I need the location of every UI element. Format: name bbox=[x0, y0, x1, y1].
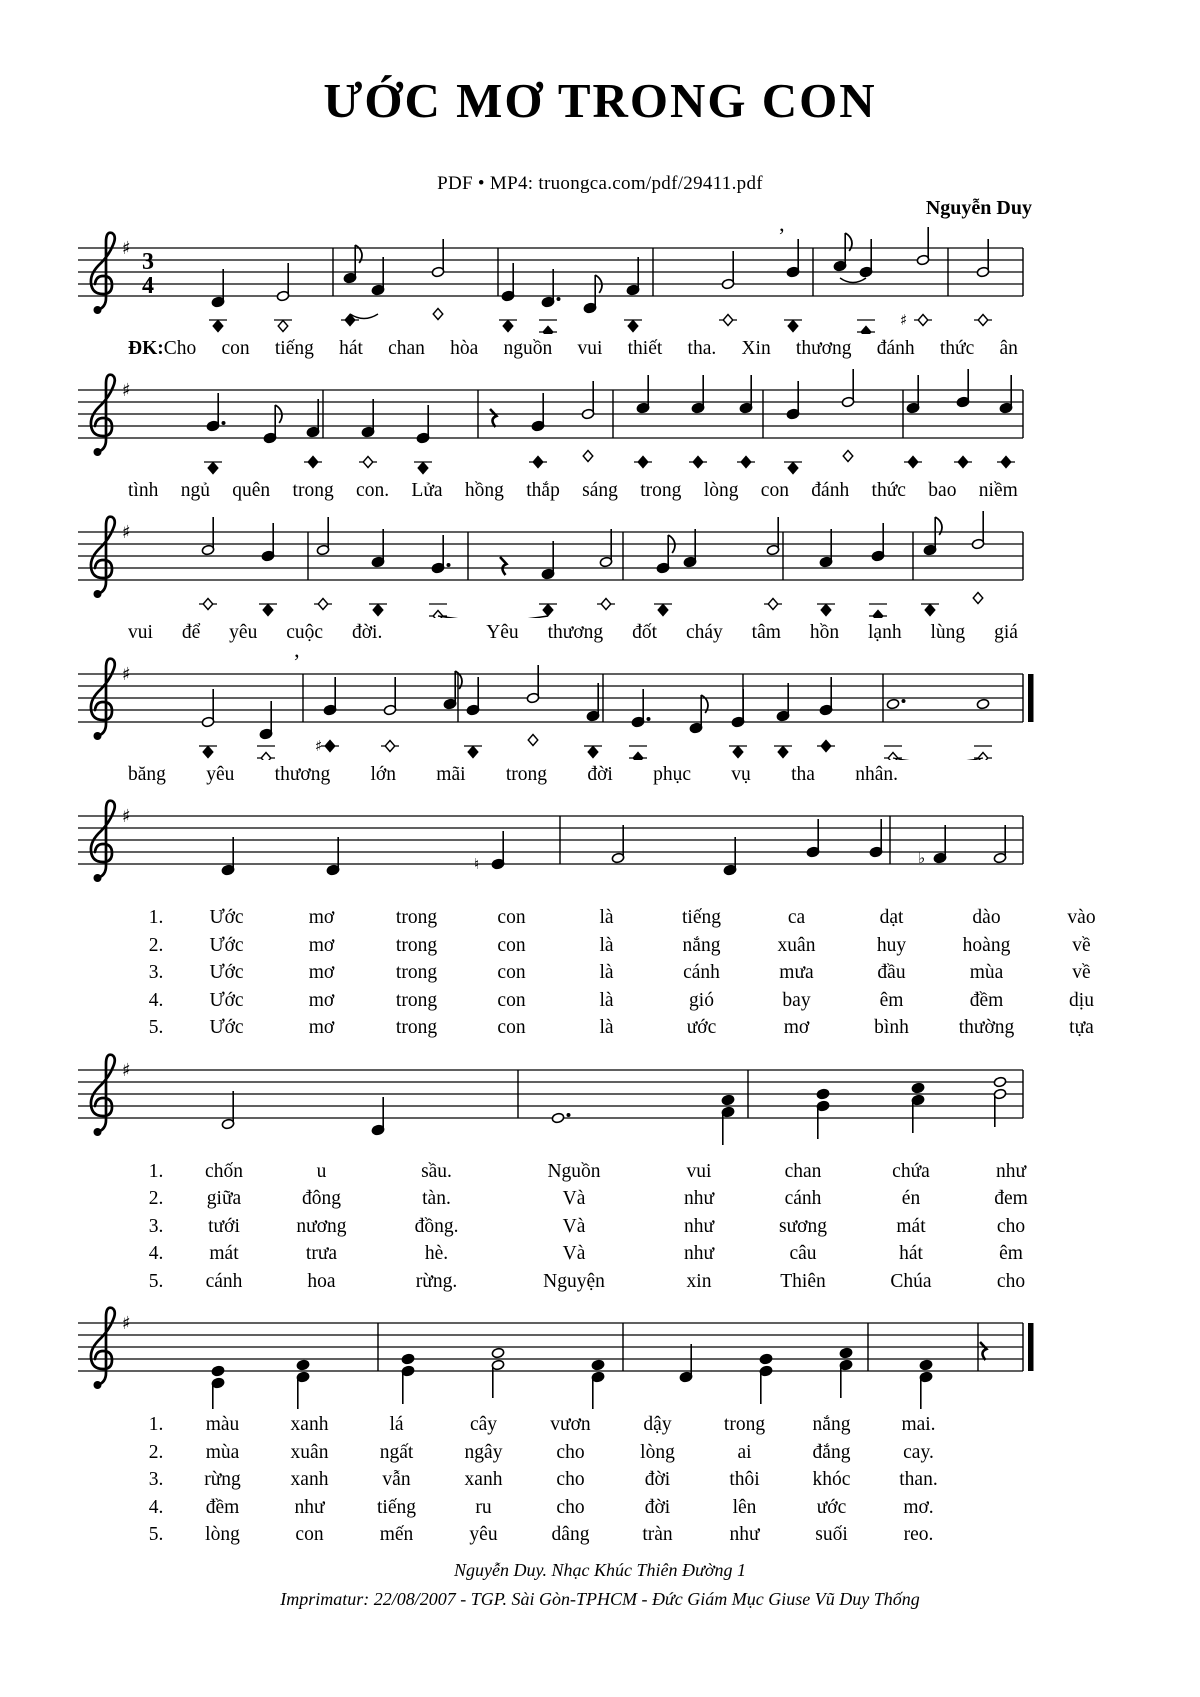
music-staff bbox=[78, 1301, 1040, 1409]
verse-word: ru bbox=[475, 1496, 492, 1518]
lyric-word: đời bbox=[587, 764, 613, 785]
score-area bbox=[0, 226, 1200, 1549]
lyric-word: nguồn bbox=[503, 338, 553, 359]
verse-word: như bbox=[995, 1160, 1027, 1182]
verse-word: suối bbox=[815, 1524, 848, 1545]
lyric-word: thương bbox=[274, 764, 331, 785]
verse-word: xanh bbox=[290, 1469, 329, 1490]
verse-word: vẫn bbox=[382, 1469, 411, 1490]
footer bbox=[0, 1556, 1200, 1614]
verse-word: Nguồn bbox=[547, 1160, 601, 1182]
verse-line bbox=[133, 904, 1096, 932]
lyric-word: trong bbox=[640, 480, 682, 501]
treble-clef-icon bbox=[91, 375, 115, 456]
verse-number: 3. bbox=[148, 1215, 164, 1237]
verse-word: tràn bbox=[642, 1524, 673, 1545]
lyric-word: thương bbox=[547, 622, 604, 643]
lyric-word: ĐK:Cho bbox=[128, 338, 197, 359]
accidental-icon: ♮ bbox=[474, 855, 480, 873]
verse-word: vui bbox=[686, 1160, 712, 1182]
verse-word: đềm bbox=[969, 989, 1004, 1011]
verse-word: tiếng bbox=[377, 1496, 416, 1518]
lyric-word: hòa bbox=[450, 338, 479, 359]
verse-word: rừng. bbox=[415, 1270, 458, 1292]
verse-word: Và bbox=[562, 1188, 586, 1209]
verse-number: 3. bbox=[148, 1469, 164, 1490]
verse-row bbox=[78, 794, 1096, 1042]
accidental-icon: ♯ bbox=[900, 311, 908, 329]
verse-word: huy bbox=[876, 934, 907, 956]
lyric-word: cháy bbox=[685, 622, 723, 643]
lyric-word: hồng bbox=[464, 480, 504, 501]
verse-word: trưa bbox=[305, 1243, 338, 1264]
lyric-word: yêu bbox=[229, 622, 258, 643]
verse-line bbox=[133, 1411, 1040, 1439]
lyric-word: ngủ bbox=[180, 480, 210, 501]
verse-word: mơ bbox=[308, 934, 335, 956]
refrain-row bbox=[78, 652, 1040, 788]
sharp-icon: ♯ bbox=[122, 380, 131, 401]
verse-word: dậy bbox=[643, 1414, 672, 1435]
verse-word: đềm bbox=[205, 1496, 240, 1518]
music-staff bbox=[78, 652, 1040, 760]
verse-word: mến bbox=[379, 1524, 414, 1545]
verse-word: Ước bbox=[209, 962, 244, 983]
verse-word: Ước bbox=[209, 934, 244, 956]
verse-word: lòng bbox=[640, 1441, 675, 1463]
verse-word: đồng. bbox=[414, 1215, 459, 1237]
verse-number: 3. bbox=[148, 962, 164, 983]
verse-block bbox=[133, 1411, 1040, 1549]
verse-word: đông bbox=[302, 1188, 341, 1209]
lyric-word: thức bbox=[871, 480, 906, 501]
verse-word: là bbox=[599, 962, 614, 983]
verse-word: đầu bbox=[877, 962, 906, 983]
verse-number: 4. bbox=[148, 989, 164, 1011]
verse-word: xanh bbox=[464, 1469, 503, 1490]
verse-word: con bbox=[497, 1017, 526, 1038]
lyric-word: Yêu bbox=[486, 622, 519, 643]
sharp-icon: ♯ bbox=[122, 1059, 131, 1081]
verse-word: êm bbox=[879, 989, 904, 1011]
treble-clef-icon bbox=[91, 1054, 115, 1135]
lyric-line bbox=[128, 478, 1018, 504]
verse-word: bay bbox=[782, 989, 811, 1011]
verse-word: hát bbox=[899, 1243, 923, 1264]
verse-word: cây bbox=[469, 1414, 498, 1435]
breath-mark-icon: ’ bbox=[293, 652, 301, 674]
verse-word: dào bbox=[972, 907, 1001, 928]
music-staff bbox=[78, 368, 1040, 476]
verse-number: 4. bbox=[148, 1243, 164, 1264]
lyric-word: trong bbox=[505, 764, 548, 785]
verse-word: cay. bbox=[903, 1441, 934, 1463]
verse-word: như bbox=[683, 1215, 715, 1237]
verse-word: tiếng bbox=[682, 907, 721, 928]
verse-word: khóc bbox=[812, 1469, 851, 1490]
lyric-word: tâm bbox=[751, 622, 781, 643]
verse-word: nương bbox=[296, 1215, 347, 1237]
verse-word: là bbox=[599, 907, 614, 928]
lyric-word: tha. bbox=[687, 338, 717, 359]
verse-word: đời bbox=[644, 1469, 671, 1490]
verse-word: là bbox=[599, 1017, 614, 1038]
accidental-icon: ♯ bbox=[315, 737, 323, 755]
verse-word: sương bbox=[779, 1215, 827, 1237]
verse-word: dâng bbox=[551, 1524, 590, 1545]
verse-line bbox=[133, 932, 1091, 960]
verse-word: cánh bbox=[784, 1188, 822, 1209]
verse-word: ước bbox=[816, 1496, 847, 1518]
verse-word: như bbox=[683, 1243, 715, 1264]
time-signature: 4 bbox=[142, 273, 154, 299]
verse-word: nắng bbox=[812, 1414, 851, 1435]
verse-word: Và bbox=[562, 1215, 586, 1237]
verse-word: êm bbox=[999, 1243, 1023, 1264]
lyric-word: niềm bbox=[978, 480, 1018, 501]
verse-word: tàn. bbox=[422, 1188, 451, 1209]
verse-number: 2. bbox=[148, 1441, 164, 1463]
verse-word: bình bbox=[874, 1017, 909, 1038]
verse-word: màu bbox=[205, 1414, 240, 1435]
refrain-row bbox=[78, 226, 1040, 362]
verse-word: ai bbox=[737, 1441, 752, 1463]
composer-name: Nguyễn Duy bbox=[925, 197, 1032, 219]
verse-word: xuân bbox=[777, 934, 816, 956]
verse-row bbox=[78, 1048, 1040, 1296]
verse-word: vào bbox=[1067, 907, 1096, 928]
music-staff bbox=[78, 1048, 1040, 1156]
treble-clef-icon bbox=[91, 233, 115, 314]
footer-credit: Nguyễn Duy. Nhạc Khúc Thiên Đường 1 bbox=[454, 1560, 746, 1580]
verse-word: lá bbox=[389, 1414, 404, 1435]
verse-word: Ước bbox=[209, 1017, 244, 1038]
verse-line bbox=[133, 1014, 1094, 1042]
lyric-word: lùng bbox=[930, 622, 966, 643]
verse-word: dạt bbox=[879, 907, 904, 928]
verse-word: tựa bbox=[1069, 1017, 1094, 1038]
verse-word: trong bbox=[395, 1017, 438, 1038]
lyric-word: cuộc bbox=[286, 622, 324, 643]
lyric-word: bao bbox=[928, 480, 957, 501]
lyric-line bbox=[128, 620, 1018, 646]
verse-word: cánh bbox=[683, 962, 720, 983]
verse-word: trong bbox=[395, 962, 438, 983]
verse-line bbox=[133, 1185, 1040, 1213]
verse-word: đời bbox=[644, 1496, 671, 1518]
verse-line bbox=[133, 1213, 1040, 1241]
page-title: ƯỚC MƠ TRONG CON bbox=[323, 73, 877, 128]
verse-word: hoa bbox=[307, 1270, 336, 1292]
verse-line bbox=[133, 1158, 1040, 1186]
verse-word: mưa bbox=[779, 962, 814, 983]
verse-number: 2. bbox=[148, 934, 164, 956]
lyric-word: vụ bbox=[731, 764, 751, 785]
verse-word: hè. bbox=[424, 1243, 449, 1264]
lyric-word: vui bbox=[577, 338, 603, 359]
lyric-line bbox=[128, 762, 898, 788]
verse-word: lên bbox=[732, 1496, 757, 1518]
verse-line bbox=[133, 1466, 1040, 1494]
verse-number: 1. bbox=[148, 1160, 164, 1182]
verse-word: gió bbox=[689, 989, 714, 1011]
verse-word: ngây bbox=[464, 1441, 503, 1463]
lyric-word: tiếng bbox=[274, 338, 314, 359]
verse-word: sầu. bbox=[421, 1160, 452, 1182]
verse-line bbox=[133, 959, 1091, 987]
verse-number: 1. bbox=[148, 1414, 164, 1435]
lyric-word: con bbox=[760, 480, 789, 501]
lyric-word: phục bbox=[653, 764, 691, 785]
time-signature: 3 bbox=[142, 249, 154, 275]
lyric-word: nhân. bbox=[855, 764, 898, 785]
verse-line bbox=[133, 1268, 1040, 1296]
verse-word: thôi bbox=[729, 1469, 760, 1490]
verse-word: chan bbox=[784, 1160, 822, 1182]
music-staff bbox=[78, 226, 1040, 334]
verse-word: mùa bbox=[969, 962, 1004, 983]
verse-word: đem bbox=[994, 1188, 1028, 1209]
verse-word: trong bbox=[395, 989, 438, 1011]
lyric-word: hồn bbox=[809, 622, 840, 643]
lyric-word: Lửa bbox=[411, 480, 443, 501]
verse-number: 1. bbox=[148, 907, 164, 928]
verse-word: cánh bbox=[205, 1270, 243, 1292]
verse-block bbox=[133, 904, 1096, 1042]
lyric-word: trong bbox=[292, 480, 334, 501]
verse-word: mát bbox=[209, 1243, 239, 1264]
verse-number: 4. bbox=[148, 1496, 164, 1518]
lyric-word: con. bbox=[356, 480, 390, 501]
verse-word: đắng bbox=[812, 1441, 851, 1463]
verse-word: xin bbox=[686, 1270, 712, 1292]
verse-word: xanh bbox=[290, 1414, 329, 1435]
verse-word: con bbox=[497, 989, 526, 1011]
treble-clef-icon bbox=[91, 659, 115, 740]
verse-word: than. bbox=[899, 1469, 938, 1490]
verse-word: mùa bbox=[205, 1441, 240, 1463]
verse-number: 5. bbox=[148, 1017, 164, 1038]
treble-clef-icon bbox=[91, 517, 115, 598]
refrain-row bbox=[78, 510, 1040, 646]
verse-block bbox=[133, 1158, 1040, 1296]
verse-word: én bbox=[901, 1188, 921, 1209]
verse-word: tưới bbox=[208, 1215, 240, 1237]
verse-word: Và bbox=[562, 1243, 586, 1264]
verse-word: mai. bbox=[901, 1414, 936, 1435]
verse-word: mát bbox=[896, 1215, 926, 1237]
lyric-line bbox=[128, 336, 1018, 362]
verse-word: xuân bbox=[290, 1441, 329, 1463]
verse-word: lòng bbox=[205, 1524, 240, 1545]
lyric-word: lớn bbox=[370, 764, 396, 785]
verse-word: cho bbox=[996, 1215, 1026, 1237]
lyric-word: mãi bbox=[436, 764, 466, 785]
lyric-word: ân bbox=[999, 338, 1018, 359]
lyric-word: Xin bbox=[741, 338, 771, 359]
lyric-word: lòng bbox=[703, 480, 739, 501]
verse-word: yêu bbox=[469, 1524, 498, 1545]
lyric-word: yêu bbox=[206, 764, 235, 785]
sharp-icon: ♯ bbox=[122, 664, 131, 685]
verse-word: chốn bbox=[205, 1160, 243, 1182]
verse-word: mơ bbox=[308, 1017, 335, 1038]
lyric-word: chan bbox=[388, 338, 425, 359]
verse-word: là bbox=[599, 989, 614, 1011]
verse-word: cho bbox=[556, 1441, 585, 1463]
verse-word: con bbox=[295, 1524, 324, 1545]
verse-word: câu bbox=[789, 1243, 817, 1264]
verse-word: u bbox=[316, 1160, 327, 1182]
verse-line bbox=[133, 1494, 1040, 1522]
footer-imprimatur: Imprimatur: 22/08/2007 - TGP. Sài Gòn-TPHCM - Đức Giám Mục Giuse Vũ Duy Thống bbox=[280, 1589, 920, 1609]
verse-word: cho bbox=[556, 1496, 585, 1518]
pdf-link-text: PDF • MP4: truongca.com/pdf/29411.pdf bbox=[437, 173, 763, 194]
lyric-word: thắp bbox=[526, 480, 560, 501]
verse-word: con bbox=[497, 934, 526, 956]
verse-number: 2. bbox=[148, 1188, 164, 1209]
lyric-word: vui bbox=[128, 622, 153, 643]
verse-word: mơ bbox=[783, 1017, 810, 1038]
verse-word: Chúa bbox=[890, 1270, 932, 1292]
verse-word: như bbox=[729, 1524, 760, 1545]
verse-word: cho bbox=[556, 1469, 585, 1490]
verse-word: chứa bbox=[892, 1160, 930, 1182]
lyric-word: đánh bbox=[811, 480, 850, 501]
verse-word: vươn bbox=[550, 1414, 591, 1435]
lyric-word: hát bbox=[339, 338, 363, 359]
lyric-word: sáng bbox=[582, 480, 618, 501]
refrain-label: ĐK: bbox=[128, 338, 164, 359]
sharp-icon: ♯ bbox=[122, 522, 131, 543]
refrain-row bbox=[78, 368, 1040, 504]
lyric-word: đánh bbox=[876, 338, 915, 359]
verse-word: mơ bbox=[308, 989, 335, 1011]
verse-word: trong bbox=[395, 907, 438, 928]
treble-clef-icon bbox=[91, 1308, 115, 1389]
treble-clef-icon bbox=[91, 801, 115, 882]
verse-word: cho bbox=[996, 1270, 1026, 1292]
verse-word: mơ bbox=[308, 962, 335, 983]
verse-word: trong bbox=[723, 1414, 766, 1435]
lyric-word: thức bbox=[939, 338, 975, 359]
lyric-word: đời. bbox=[351, 622, 383, 643]
sharp-icon: ♯ bbox=[122, 1313, 131, 1334]
verse-word: Ước bbox=[209, 989, 244, 1011]
verse-word: mơ. bbox=[903, 1496, 934, 1518]
verse-word: reo. bbox=[903, 1524, 934, 1545]
verse-line bbox=[133, 987, 1094, 1015]
verse-word: dịu bbox=[1069, 989, 1094, 1011]
verse-word: như bbox=[683, 1188, 715, 1209]
verse-word: là bbox=[599, 934, 614, 956]
verse-word: thường bbox=[958, 1017, 1015, 1038]
verse-word: ước bbox=[686, 1017, 717, 1038]
lyric-word: con bbox=[221, 338, 250, 359]
verse-word: trong bbox=[395, 934, 438, 956]
verse-word: về bbox=[1072, 962, 1091, 983]
verse-word: nắng bbox=[682, 934, 721, 956]
verse-word: rừng bbox=[204, 1469, 241, 1490]
lyric-word: tình bbox=[128, 480, 159, 501]
verse-word: Thiên bbox=[780, 1270, 826, 1292]
verse-word: mơ bbox=[308, 907, 335, 928]
lyric-word: tha bbox=[791, 764, 815, 785]
verse-line bbox=[133, 1521, 1040, 1549]
lyric-word: giá bbox=[994, 622, 1018, 643]
lyric-word: lạnh bbox=[868, 622, 902, 643]
music-staff bbox=[78, 794, 1040, 902]
verse-line bbox=[133, 1240, 1040, 1268]
verse-word: như bbox=[294, 1496, 325, 1518]
verse-word: Ước bbox=[209, 907, 244, 928]
verse-word: giữa bbox=[206, 1188, 242, 1209]
verse-word: ca bbox=[787, 907, 806, 928]
verse-line bbox=[133, 1439, 1040, 1467]
accidental-icon: ♭ bbox=[918, 849, 926, 867]
lyric-word: đốt bbox=[632, 622, 658, 643]
verse-word: con bbox=[497, 962, 526, 983]
lyric-word: thiết bbox=[627, 338, 663, 359]
verse-number: 5. bbox=[148, 1270, 164, 1292]
verse-word: con bbox=[497, 907, 526, 928]
verse-number: 5. bbox=[148, 1524, 164, 1545]
breath-mark-icon: ’ bbox=[778, 226, 786, 248]
lyric-word: quên bbox=[232, 480, 271, 501]
verse-word: ngất bbox=[379, 1441, 414, 1463]
verse-row bbox=[78, 1301, 1040, 1549]
verse-word: về bbox=[1072, 934, 1091, 956]
lyric-word: thương bbox=[795, 338, 852, 359]
music-staff bbox=[78, 510, 1040, 618]
lyric-word: băng bbox=[128, 764, 166, 785]
lyric-word: để bbox=[181, 622, 201, 643]
verse-word: Nguyện bbox=[543, 1270, 605, 1292]
verse-word: hoàng bbox=[962, 934, 1011, 956]
sharp-icon: ♯ bbox=[122, 238, 131, 259]
sharp-icon: ♯ bbox=[122, 806, 131, 827]
